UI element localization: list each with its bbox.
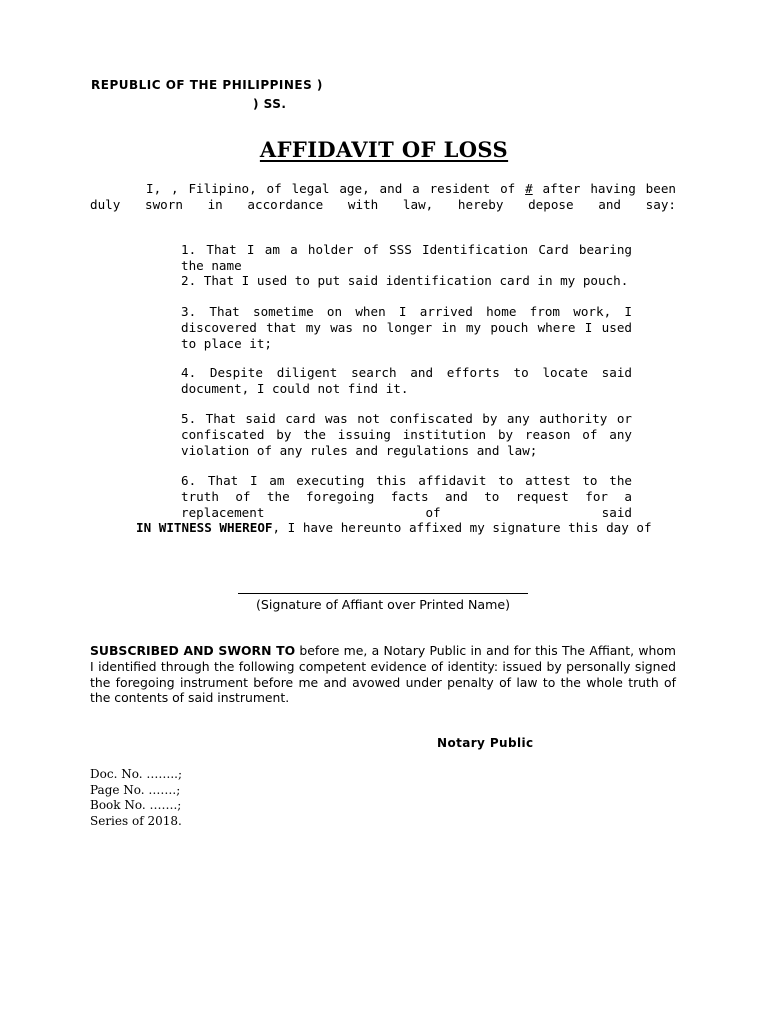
series-year: Series of 2018.: [90, 813, 182, 828]
doc-number: Doc. No. ……..;: [90, 767, 183, 781]
intro-placeholder: #: [525, 181, 533, 196]
list-item-2: 2. That I used to put said identification card in my pouch.: [181, 273, 629, 288]
notary-public-label: Notary Public: [437, 736, 534, 750]
intro-part-1: I, , Filipino, of legal age, and a resident of: [146, 181, 526, 196]
signature-caption: (Signature of Affiant over Printed Name): [255, 597, 511, 612]
doc-numbers: [90, 767, 182, 829]
witness-paragraph: [90, 520, 678, 536]
list-item-3: 3. That sometime on when I arrived home from work, I discovered that my was no longer in my pouch where I used to place it;: [181, 304, 632, 351]
page-number: Page No. …….;: [90, 782, 181, 797]
list-item-1: 1. That I am a holder of SSS Identification Card bearing the name: [181, 242, 632, 273]
subscribed-lead: SUBSCRIBED AND SWORN TO: [90, 643, 296, 658]
intro-paragraph: [90, 181, 676, 213]
venue-line-1: REPUBLIC OF THE PHILIPPINES ): [91, 78, 323, 92]
book-number: Book No. …….;: [90, 798, 182, 812]
signature-line: [238, 593, 528, 594]
list-item-5: 5. That said card was not confiscated by any authority or confiscated by the issuing institution by reason of any violation of any rules and regulations and law;: [181, 411, 632, 458]
intro-part-2: after having been duly sworn in accordance with law, hereby depose and say:: [90, 181, 677, 212]
document-title-text: AFFIDAVIT OF LOSS: [259, 137, 509, 162]
venue-line-2: ) SS.: [253, 97, 287, 111]
witness-text: , I have hereunto affixed my signature this day of: [272, 520, 652, 535]
witness-lead: IN WITNESS WHEREOF: [136, 520, 273, 535]
list-item-6: 6. That I am executing this affidavit to attest to the truth of the foregoing facts and to request for a replacement of said: [181, 473, 632, 520]
document-title: [0, 137, 768, 162]
subscribed-paragraph: [90, 643, 676, 706]
subscribed-text: before me, a Notary Public in and for this The Affiant, whom I identified through the following competent evidence of identity: issued by personally signed the foregoing instrument before me and avowed under penalty of law to the whole truth of the contents of said instrument.: [90, 643, 676, 706]
list-item-4: 4. Despite diligent search and efforts to locate said document, I could not find it.: [181, 365, 632, 396]
